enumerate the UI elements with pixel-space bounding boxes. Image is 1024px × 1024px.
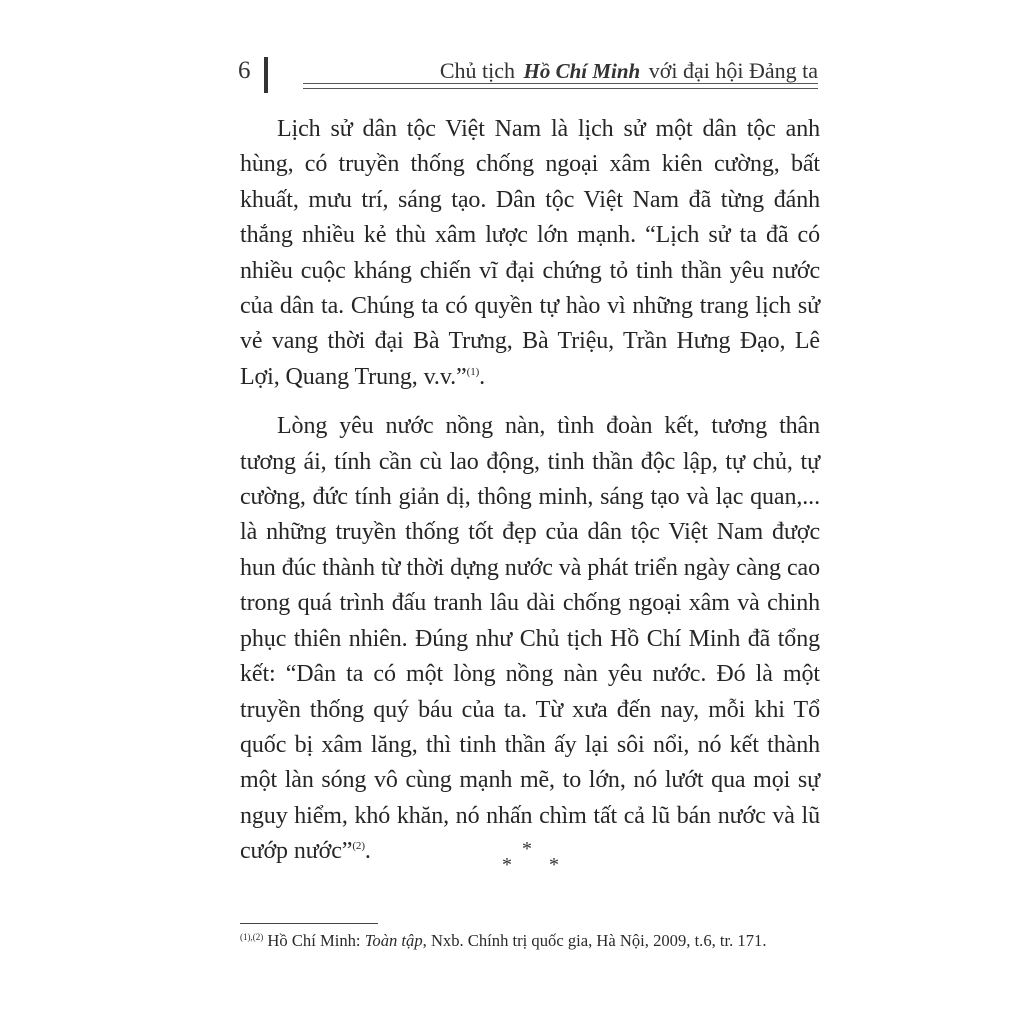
- footnote: [240, 930, 840, 952]
- paragraph: [240, 112, 820, 395]
- footnote-marks: (1),(2): [240, 932, 264, 942]
- paragraph-end: .: [479, 363, 486, 390]
- running-title-name: Hồ Chí Minh: [523, 59, 641, 83]
- footnote-rule: [240, 923, 378, 924]
- footnote-ref: (1): [466, 365, 480, 378]
- header-vertical-bar: [264, 57, 268, 93]
- header-rule: [303, 88, 818, 89]
- footnote-details: , Nxb. Chính trị quốc gia, Hà Nội, 2009, t.6, tr. 171.: [422, 931, 767, 950]
- running-title-before: Chủ tịch: [439, 58, 515, 83]
- page-number: 6: [238, 57, 251, 84]
- paragraph-text: Lòng yêu nước nồng nàn, tình đoàn kết, tương thân tương ái, tính cần cù lao động, tinh thần độc lập, tự chủ, tự cường, đức tính giản dị, thông minh, sáng tạo và lạc quan,... là những truyền thống tốt đẹp của dân tộc Việt Nam được hun đúc thành từ thời dựng nước và phát triển ngày càng cao trong quá trình đấu tranh lâu dài chống ngoại xâm và chinh phục thiên nhiên. Đúng như Chủ tịch Hồ Chí Minh đã tổng kết: “Dân ta có một lòng nồng nàn yêu nước. Đó là một truyền thống quý báu của ta. Từ xưa đến nay, mỗi khi Tổ quốc bị xâm lăng, thì tinh thần ấy lại sôi nổi, nó kết thành một làn sóng vô cùng mạnh mẽ, to lớn, nó lướt qua mọi sự nguy hiểm, khó khăn, nó nhấn chìm tất cả lũ bán nước và lũ cướp nước”: [240, 413, 820, 865]
- body-text: [240, 112, 820, 870]
- footnote-author: Hồ Chí Minh:: [267, 931, 361, 950]
- paragraph-text: Lịch sử dân tộc Việt Nam là lịch sử một dân tộc anh hùng, có truyền thống chống ngoại xâm kiên cường, bất khuất, mưu trí, sáng tạo. Dân tộc Việt Nam đã từng đánh thắng nhiều kẻ thù xâm lược lớn mạnh. “Lịch sử ta đã có nhiều cuộc kháng chiến vĩ đại chứng tỏ tinh thần yêu nước của dân ta. Chúng ta có quyền tự hào vì những trang lịch sử vẻ vang thời đại Bà Trưng, Bà Triệu, Trần Hưng Đạo, Lê Lợi, Quang Trung, v.v.”: [240, 116, 820, 390]
- footnote-ref: (2): [352, 840, 365, 853]
- running-title-after: với đại hội Đảng ta: [648, 58, 818, 83]
- paragraph: [240, 409, 820, 869]
- section-separator: [495, 838, 575, 878]
- paragraph-end: .: [364, 838, 371, 865]
- asterisk: *: [502, 854, 512, 876]
- running-header: [238, 55, 818, 95]
- asterisk: *: [549, 854, 559, 876]
- footnote-title: Toàn tập: [364, 931, 423, 950]
- asterisk: *: [522, 838, 532, 860]
- header-rule: [303, 83, 818, 84]
